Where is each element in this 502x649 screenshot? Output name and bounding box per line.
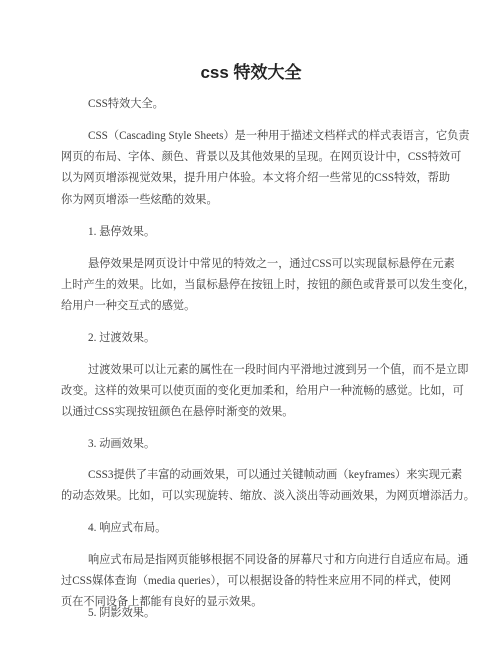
- section-1-paragraph: [61, 254, 475, 318]
- section-1-line-3: 给用户一种交互式的感觉。: [61, 300, 196, 313]
- section-1-heading: [61, 222, 478, 243]
- section-2-paragraph: [61, 360, 469, 424]
- section-3-line-1: CSS3提供了丰富的动画效果，可以通过关键帧动画（keyframes）来实现元素: [88, 469, 463, 481]
- section-4-line-2: 过CSS媒体查询（media queries），可以根据设备的特性来应用不同的样式，使网: [61, 575, 451, 588]
- section-heading-text: 1. 悬停效果。: [88, 226, 156, 238]
- section-heading-text: 2. 过渡效果。: [88, 332, 156, 344]
- section-heading-text: 3. 动画效果。: [88, 438, 156, 450]
- section-heading-text: 5. 阴影效果。: [88, 607, 156, 619]
- section-2-line-3: 以通过CSS实现按钮颜色在悬停时渐变的效果。: [61, 406, 294, 419]
- section-2-line-1: 过渡效果可以让元素的属性在一段时间内平滑地过渡到另一个值，而不是立即: [88, 364, 469, 376]
- intro-line-4: 你为网页增添一些炫酷的效果。: [61, 193, 218, 206]
- section-4-heading: [61, 518, 478, 539]
- intro-line-1: CSS（Cascading Style Sheets）是一种用于描述文档样式的样式表语言，它负责: [88, 130, 470, 142]
- intro-line-2: 网页的布局、字体、颜色、背景以及其他效果的呈现。在网页设计中，CSS特效可: [61, 151, 462, 164]
- intro-label: [61, 94, 478, 115]
- intro-label-text: CSS特效大全。: [88, 98, 164, 110]
- section-5-heading: [61, 603, 478, 624]
- section-2-line-2: 改变。这样的效果可以使页面的变化更加柔和，给用户一种流畅的感觉。比如，可: [61, 385, 464, 398]
- section-1-line-2: 上时产生的效果。比如，当鼠标悬停在按钮上时，按钮的颜色或背景可以发生变化，: [61, 279, 475, 292]
- document-title: css 特效大全: [200, 63, 302, 82]
- intro-line-3: 以为网页增添视觉效果，提升用户体验。本文将介绍一些常见的CSS特效，帮助: [61, 172, 451, 185]
- section-4-line-3: 页在不同设备上都能有良好的显示效果。: [61, 596, 263, 609]
- section-3-heading: [61, 434, 478, 455]
- section-2-heading: [61, 328, 478, 349]
- section-3-paragraph: [61, 465, 475, 507]
- section-1-line-1: 悬停效果是网页设计中常见的特效之一，通过CSS可以实现鼠标悬停在元素: [88, 258, 455, 270]
- section-4-line-1: 响应式布局是指网页能够根据不同设备的屏幕尺寸和方向进行自适应布局。通: [88, 554, 469, 566]
- section-3-line-2: 的动态效果。比如，可以实现旋转、缩放、淡入淡出等动画效果，为网页增添活力。: [61, 490, 475, 503]
- intro-paragraph: [61, 126, 470, 211]
- section-heading-text: 4. 响应式布局。: [88, 522, 167, 534]
